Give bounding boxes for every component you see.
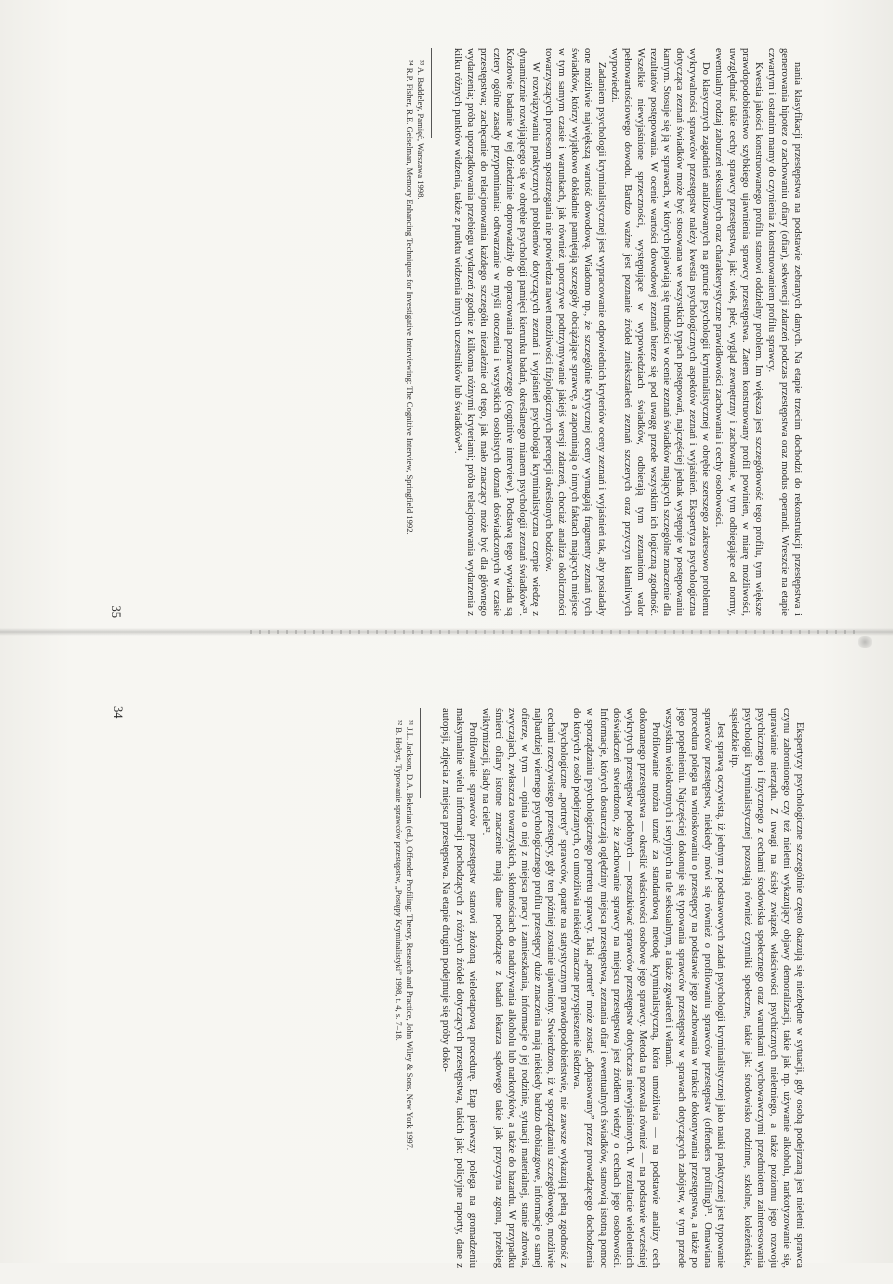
page-35-paragraph: W rozwiązywaniu praktycznych problemów dotyczących zeznań i wyjaśnień psychologia kryminalistyczna czerpie wiedzę z dynamicznie rozwijającego się w obrębie psychologii pamięci kierunku badań, określanego mianem psychologii zeznań świadków³³. Kozłowie badanie w tej dziedzinie doprowadziły do opracowania poznawczego (cognitive interview). Podstawą tego wywiadu są cztery ogólne zasady przypominania: odtwarzanie w myśli otoczenia i wszystkich osobistych doznań doświadczonych w czasie przestępstwa; zachęcanie do relacjonowania każdego szczegółu niezależnie od tego, jak mało znaczący może być dla głównego wydarzenia; próba uporządkowania przebiegu wydarzeń zgodnie z kilkoma różnymi kryteriami; próba relacjonowania wydarzenia z kilku różnych punktów widzenia, także z punktu widzenia innych uczestników lub świadków³⁴. bbox=[451, 48, 542, 616]
page-34 bbox=[104, 692, 824, 1284]
footnote-rule bbox=[431, 48, 432, 138]
page-34-footnotes bbox=[393, 708, 425, 1268]
page-number: 35 bbox=[109, 605, 123, 618]
page-34-paragraph: Psychologiczne „portrety” sprawców, oparte na statystycznym prawdopodobieństwie, nie zawsze wykazują pełną zgodność z cechami rzeczywistego przestępcy, gdy ten później zostanie ujawniony. Stwierdzono, iż w sporządzaniu szczegółowego, możliwie najbardziej wiernego psychologicznego profilu przestępcy duże znaczenia mają niekiedy bardzo drobiazgowe, informacje o samej ofierze, w tym — opinia o niej z miejsca pracy i zamieszkania, informacje o jej rodzinie, sytuacji materialnej, stanie zdrowia, zwyczajach, zwłaszcza towarzyskich, skłonnościach do nadużywania alkoholu lub narkotyków, a także do hazardu. W przypadku śmierci ofiary istotne znaczenie mają dane pochodzące z badań lekarza sądowego takie jak przyczyna zgonu, przebieg wiktymizacji, ślady na ciele³². bbox=[479, 708, 570, 1268]
page-35-paragraph: Kwestia jakości konstruowanego profilu stanowi oddzielny problem. Im większa jest szczegółowość tego profilu, tym większe prawdopodobieństwo szybkiego ujawnienia sprawcy przestępstwa. Zatem konstruowany profil powinien, w miarę możliwości, uwzględniać takie cechy sprawcy przestępstwa, jak: wiek, płeć, wygląd zewnętrzny i zachowanie, w tym odbiegające od normy, ewentualny rodzaj zaburzeń seksualnych oraz charakterystyczne prawidłowości zachowania i cechy osobowości. bbox=[713, 48, 764, 616]
page-35-footnotes bbox=[404, 48, 436, 616]
footnote-rule bbox=[420, 708, 421, 798]
page-number: 34 bbox=[111, 706, 125, 719]
page-35-paragraph: Zadaniem psychologii kryminalistycznej jest wypracowanie odpowiednich kryteriów oceny zeznań i wyjaśnień tak, aby posiadały one możliwie największą wartość dowodową. Wiadomo np., że szczególnie krytycznej oceny wymagają fragmenty zeznań tych świadków, którzy wyjątkowo dokładnie pamiętają szczegóły obciążające sprawcę, a zapominają o innych faktach mających miejsce w tym samym czasie i warunkach, jak również uporczywe podtrzymywanie jakiejś wersji zdarzeń, chociaż analiza okoliczności towarzyszących procesom spostrzegania nie potwierdza nawet możliwości fizjologicznych percepcji określonych bodźców. bbox=[543, 48, 607, 616]
footnote: ³⁴ R.P. Fisher, R.E. Geiselman, Memory Enhancing Techniques for Investigative Interviewing: The Cognitive Interview, Springfield 1992. bbox=[405, 60, 416, 535]
footnote: ³¹ J.L. Jackson, D.A. Bekerian (ed.), Offender Profiling: Theory, Research and Practice, John Wiley & Sons, New York 1997. bbox=[405, 720, 416, 1151]
page-34-paragraph: Profilowanie można uznać za standardową metodę kryminalistyczną, która umożliwia — na podstawie analizy cech dokonanego przestępstwa — określić właściwości osobowe jego sprawcy. Metoda ta pozwala również — na podstawie wcześniej wykrytych przestępstw podobnych — poszukiwać sprawców przestępstw dotychczas niewyjaśnionych. W rezultacie wieloletnich doświadczeń stwierdzono, że zachowanie sprawcy na miejscu przestępstwa jest źródłem wiedzy o cechach jego osobowości. Informacje, których dostarczają oględziny miejsca przestępstwa, zeznania ofiar i ewentualnych świadków, stanowią istotną pomoc w sporządzaniu psychologicznego portretu sprawcy. Taki „portret” może zostać „dopasowany” przez prowadzącego dochodzenia do których z osób podejrzanych, co umożliwia niekiedy znaczne przyspieszenie śledztwa. bbox=[571, 708, 661, 1268]
page-34-body bbox=[393, 692, 824, 1284]
page-35-paragraph: nania klasyfikacji przestępstwa na podstawie zebranych danych. Na etapie trzecim dochodzi do rekonstrukcji przestępstwa i generowania hipotez o zachowaniu ofiary (ofiar), sekwencji zdarzeń podczas przestępstwa oraz modus operandi. Wreszcie na etapie czwartym i ostatnim mamy do czynienia z konstruowaniem profilu sprawcy. bbox=[765, 48, 803, 616]
footnote: ³² B. Hołyst, Typowanie sprawców przestępstw, „Postępy Kryminalistyki” 1998, t. 4, s. 7–18. bbox=[394, 720, 405, 1041]
page-35-body bbox=[404, 32, 822, 632]
page-34-paragraph: Profilowanie sprawców przestępstw stanowi złożoną wieloetapową procedurę. Etap pierwszy polega na gromadzeniu maksymalnie wielu informacji pochodzących z różnych źródeł dotyczących przestępstwa, takich jak: policyjne raporty, dane z autopsji, zdjęcia z miejsca przestępstwa. Na etapie drugim podejmuje się próby doko- bbox=[440, 708, 478, 1268]
page-35-paragraph: Do klasycznych zagadnień analizowanych na gruncie psychologii kryminalistycznej w obrębie szerszego zakresowo problemu wykrywalności sprawców przestępstw należy kwestia psychologicznych aspektów zeznań i wyjaśnień. Ekspertyza psychologiczna dotycząca zeznań świadków może być stosowana we wszystkich typach postępowań, najczęściej jednak występuje w postępowaniu karnym. Stosuje się ją w sprawach, w których pojawiają się trudności w ocenie zeznań świadków mających szczególne znaczenie dla rezultatów postępowania. W ocenie wartości dowodowej zeznań bierze się pod uwagę przede wszystkim ich logiczną zgodność. Wszelkie niewyjaśnione sprzeczności, występujące w wypowiedziach świadków, odbierają tym zeznaniom walor pełnowartościowego dowodu. Bardzo ważne jest poznanie źródeł zniekształceń zeznań szczerych oraz przyczyn kłamliwych wypowiedzi. bbox=[608, 48, 712, 616]
scan-speck bbox=[858, 636, 872, 648]
footnote: ³³ A. Baddeley, Pamięć, Warszawa 1998. bbox=[416, 60, 427, 200]
page-34-paragraph: Ekspertyzy psychologiczne szczególnie często okazują się niezbędne w sytuacji, gdy osobą podejrzaną jest nieletni sprawca czynu zabronionego czy też nieletni wykazujący objawy demoralizacji, takie jak np. używanie alkoholu, narkotyzowanie się, uprawianie nierządu. Z uwagi na ścisły związek właściwości psychicznych nieletniego, a także poziomu jego rozwoju psychicznego i fizycznego z cechami środowiska społecznego oraz warunkami wychowawczymi przedmiotem zainteresowania psychologii kryminalistycznej pozostają również czynniki społeczne, takie jak: środowisko rodzinne, szkolne, koleżeńskie, sąsiedzkie itp. bbox=[728, 708, 805, 1268]
page-35 bbox=[102, 32, 822, 632]
page-34-paragraph: Jest sprawą oczywistą, iż jednym z podstawowych zadań psychologii kryminalistycznej jako nauki praktycznej jest typowanie sprawców przestępstw, niekiedy mówi się również o profilowaniu sprawców przestępstw (offenders profiling)³¹. Omawiana procedura polega na wnioskowaniu o przestępcy na podstawie jego zachowania w trakcie dokonywania przestępstwa, a także po jego popełnieniu. Najczęściej dokonuje się typowania sprawców przestępstw w sprawach dotyczących zabójstw, w tym przede wszystkim wielokrotnych i seryjnych na tle seksualnym, a także zgwałceń i włamań. bbox=[663, 708, 727, 1268]
